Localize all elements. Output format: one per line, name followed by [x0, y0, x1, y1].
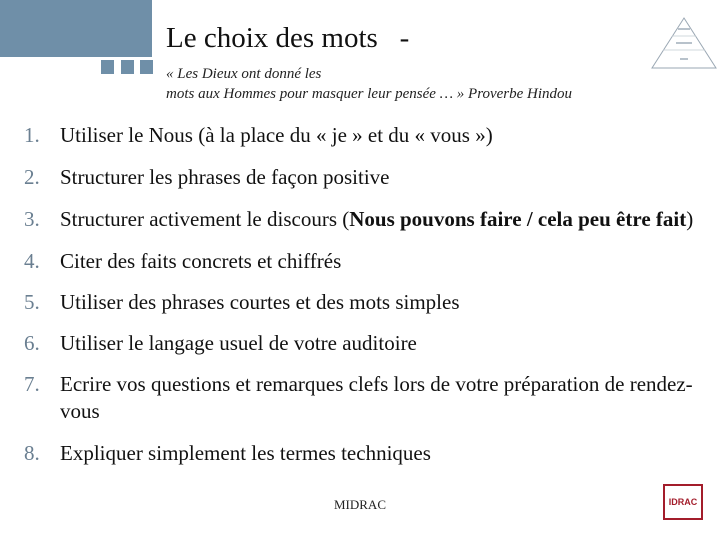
list-item-number: 7. — [24, 372, 40, 396]
list-item-text: Citer des faits concrets et chiffrés — [60, 249, 342, 273]
quote-line-1: « Les Dieux ont donné les — [166, 66, 322, 82]
list-item-number: 3. — [24, 207, 40, 231]
slide-title: Le choix des mots - — [166, 22, 410, 54]
logo-text: IDRAC — [668, 497, 698, 507]
header-decoration-block — [0, 0, 152, 57]
list-item-text: Structurer les phrases de façon positive — [60, 165, 390, 189]
footer-text: MIDRAC — [333, 497, 386, 512]
bold-phrase: Nous pouvons faire — [349, 207, 522, 231]
list-item-number: 6. — [24, 331, 40, 355]
list-item-text: Expliquer simplement les termes techniques — [60, 441, 431, 465]
guidelines-list — [24, 122, 704, 467]
list-item — [24, 164, 704, 191]
quote — [166, 64, 671, 104]
list-item — [24, 248, 704, 275]
list-item — [24, 371, 704, 425]
header-decoration-square — [140, 60, 153, 74]
list-item-text: Utiliser le Nous (à la place du « je » et du « vous ») — [60, 123, 493, 147]
header-decoration-square — [101, 60, 114, 74]
quote-line-2: mots aux Hommes pour masquer leur pensée … » Proverbe Hindou — [166, 86, 573, 102]
bold-phrase: cela peu être fait — [537, 207, 687, 231]
list-item-number: 1. — [24, 123, 40, 147]
list-item — [24, 206, 704, 233]
list-item — [24, 330, 704, 357]
list-item-number: 5. — [24, 290, 40, 314]
list-item-text: Utiliser le langage usuel de votre auditoire — [60, 331, 417, 355]
list-item-text: Structurer activement le discours (Nous pouvons faire / cela peu être fait) — [60, 207, 694, 231]
list-item — [24, 440, 704, 467]
list-item — [24, 289, 704, 316]
idrac-logo — [663, 484, 703, 520]
pyramid-diagram-icon — [650, 16, 718, 70]
header-decoration-square — [121, 60, 134, 74]
list-item-number: 4. — [24, 249, 40, 273]
list-item-number: 2. — [24, 165, 40, 189]
list-item-text: Utiliser des phrases courtes et des mots simples — [60, 290, 460, 314]
list-item — [24, 122, 704, 149]
list-item-text: Ecrire vos questions et remarques clefs lors de votre préparation de rendez-vous — [60, 372, 693, 423]
list-item-number: 8. — [24, 441, 40, 465]
